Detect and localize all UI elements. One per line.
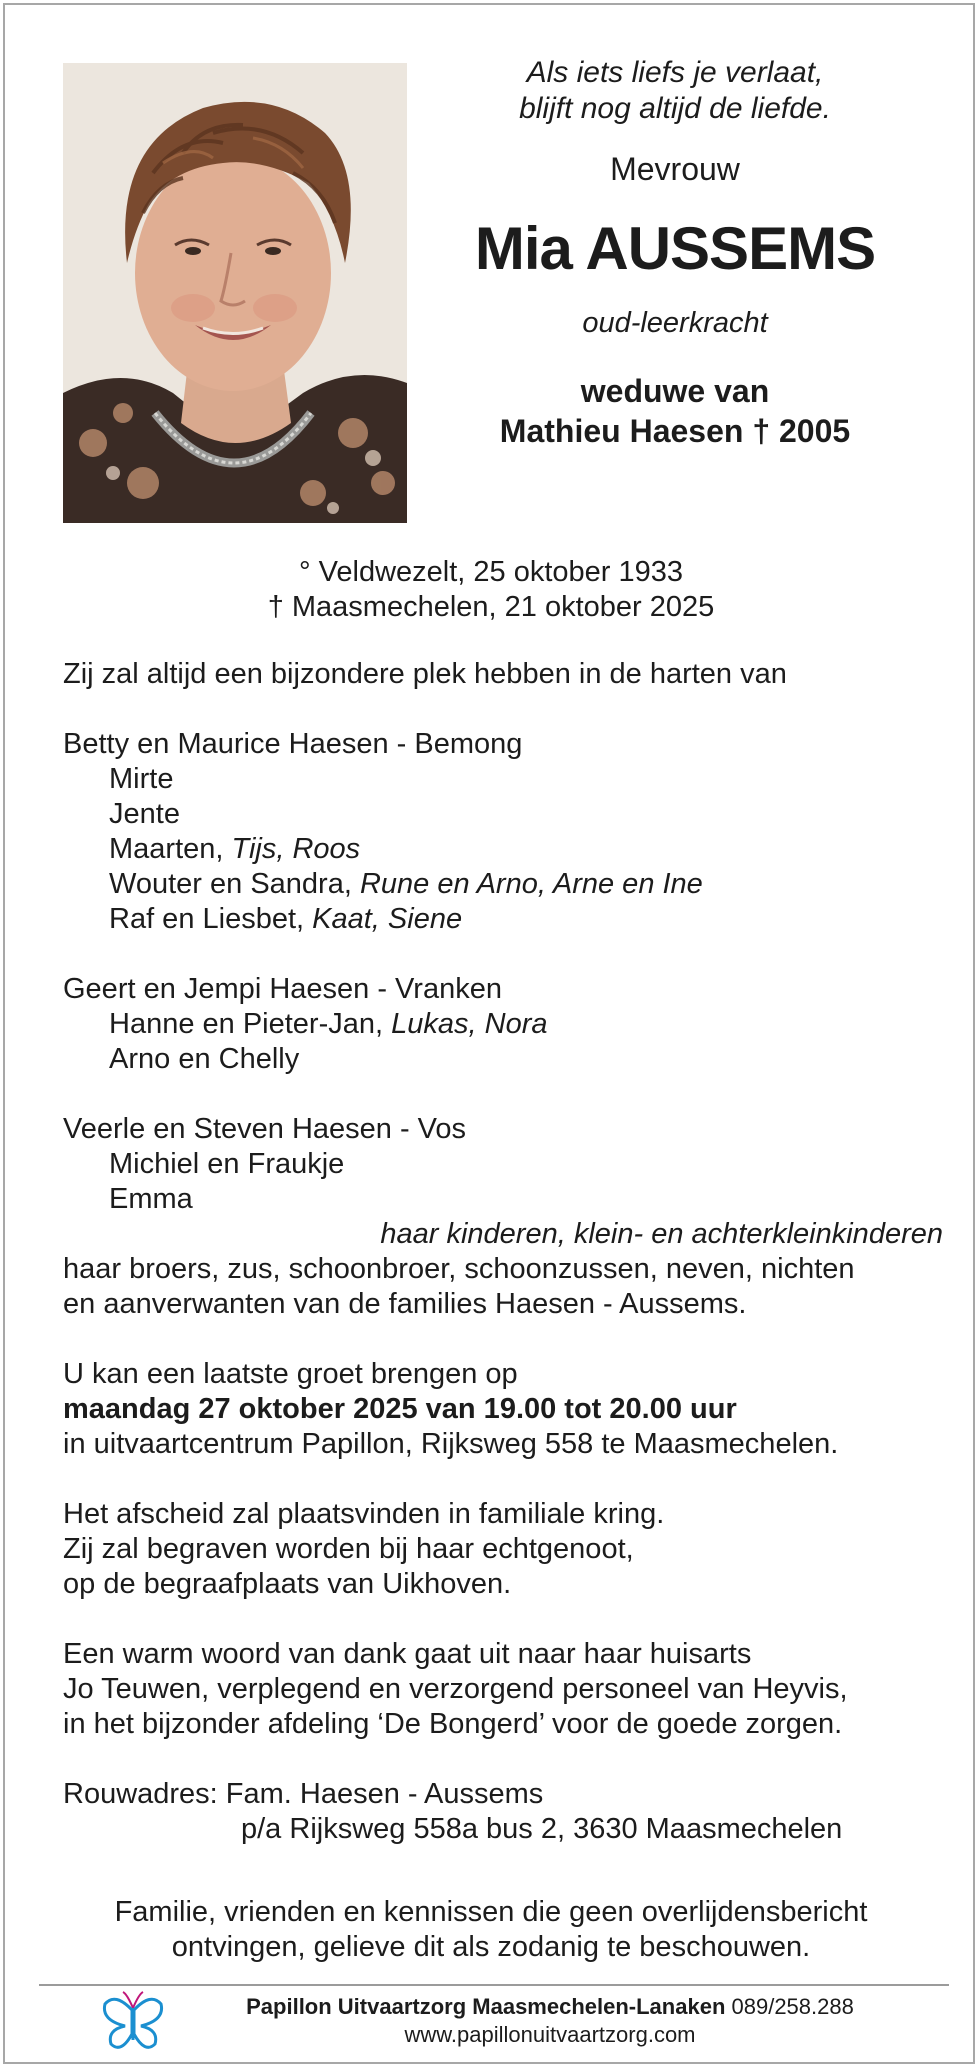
mourning-address: Rouwadres: Fam. Haesen - Aussems bbox=[63, 1778, 544, 1810]
visitation-datetime: maandag 27 oktober 2025 van 19.00 tot 20.00 uur bbox=[63, 1393, 737, 1425]
family-member: Emma bbox=[109, 1183, 193, 1215]
mourning-address-street: p/a Rijksweg 558a bus 2, 3630 Maasmechelen bbox=[241, 1813, 843, 1845]
farewell-line: Zij zal begraven worden bij haar echtgenoot, bbox=[63, 1533, 634, 1565]
intro-text: Zij zal altijd een bijzondere plek hebben in de harten van bbox=[63, 658, 787, 690]
motto-line: blijft nog altijd de liefde. bbox=[519, 92, 831, 125]
funeral-home-line bbox=[185, 1993, 915, 2021]
motto bbox=[435, 55, 915, 127]
birth-date: ° Veldwezelt, 25 oktober 1933 bbox=[298, 556, 684, 588]
thanks-line: Jo Teuwen, verplegend en verzorgend personeel van Heyvis, bbox=[63, 1673, 848, 1705]
funeral-home-phone: 089/258.288 bbox=[725, 1994, 854, 2019]
motto-line: Als iets liefs je verlaat, bbox=[526, 56, 824, 89]
family-member: Maarten, Tijs, Roos bbox=[109, 833, 361, 865]
relatives-line: haar broers, zus, schoonbroer, schoonzussen, neven, nichten bbox=[63, 1253, 855, 1285]
occupation: oud-leerkracht bbox=[582, 307, 768, 339]
spouse-line: weduwe van bbox=[580, 373, 770, 409]
deceased-name: Mia AUSSEMS bbox=[474, 215, 876, 282]
family-member: Arno en Chelly bbox=[109, 1043, 300, 1075]
footer-divider bbox=[39, 1984, 949, 1986]
spouse bbox=[435, 371, 915, 451]
farewell-line: Het afscheid zal plaatsvinden in familiale kring. bbox=[63, 1498, 665, 1530]
relatives-caption: haar kinderen, klein- en achterkleinkinderen bbox=[380, 1218, 943, 1250]
family-member: Raf en Liesbet, Kaat, Siene bbox=[109, 903, 463, 935]
thanks-line: in het bijzonder afdeling ‘De Bongerd’ voor de goede zorgen. bbox=[63, 1708, 843, 1740]
salutation: Mevrouw bbox=[610, 151, 740, 187]
visitation-place: in uitvaartcentrum Papillon, Rijksweg 558 te Maasmechelen. bbox=[63, 1428, 839, 1460]
notice-line: Familie, vrienden en kennissen die geen overlijdensbericht bbox=[114, 1896, 868, 1928]
butterfly-logo-icon bbox=[101, 1990, 165, 2054]
family-member: Michiel en Fraukje bbox=[109, 1148, 345, 1180]
family-member: Wouter en Sandra, Rune en Arno, Arne en Ine bbox=[109, 868, 703, 900]
family-member: Hanne en Pieter-Jan, Lukas, Nora bbox=[109, 1008, 548, 1040]
family-head: Betty en Maurice Haesen - Bemong bbox=[63, 728, 523, 760]
thanks-line: Een warm woord van dank gaat uit naar haar huisarts bbox=[63, 1638, 752, 1670]
family-head: Veerle en Steven Haesen - Vos bbox=[63, 1113, 467, 1145]
death-date: † Maasmechelen, 21 oktober 2025 bbox=[267, 591, 715, 623]
notice-line: ontvingen, gelieve dit als zodanig te beschouwen. bbox=[171, 1931, 811, 1963]
spouse-line: Mathieu Haesen † 2005 bbox=[499, 413, 851, 449]
funeral-home-footer bbox=[185, 1993, 915, 2049]
family-head: Geert en Jempi Haesen - Vranken bbox=[63, 973, 502, 1005]
funeral-home-website[interactable]: www.papillonuitvaartzorg.com bbox=[404, 2022, 696, 2047]
notice bbox=[5, 1895, 977, 1965]
relatives-line: en aanverwanten van de families Haesen - Aussems. bbox=[63, 1288, 747, 1320]
life-dates bbox=[5, 555, 977, 625]
family-member: Mirte bbox=[109, 763, 174, 795]
funeral-home-name: Papillon Uitvaartzorg Maasmechelen-Lanaken bbox=[246, 1994, 726, 2019]
obituary-card bbox=[3, 3, 975, 2064]
visitation-intro: U kan een laatste groet brengen op bbox=[63, 1358, 518, 1390]
family-member: Jente bbox=[109, 798, 180, 830]
obituary-body bbox=[63, 657, 943, 1847]
portrait-photo bbox=[63, 63, 407, 523]
header bbox=[435, 55, 915, 451]
farewell-line: op de begraafplaats van Uikhoven. bbox=[63, 1568, 512, 1600]
